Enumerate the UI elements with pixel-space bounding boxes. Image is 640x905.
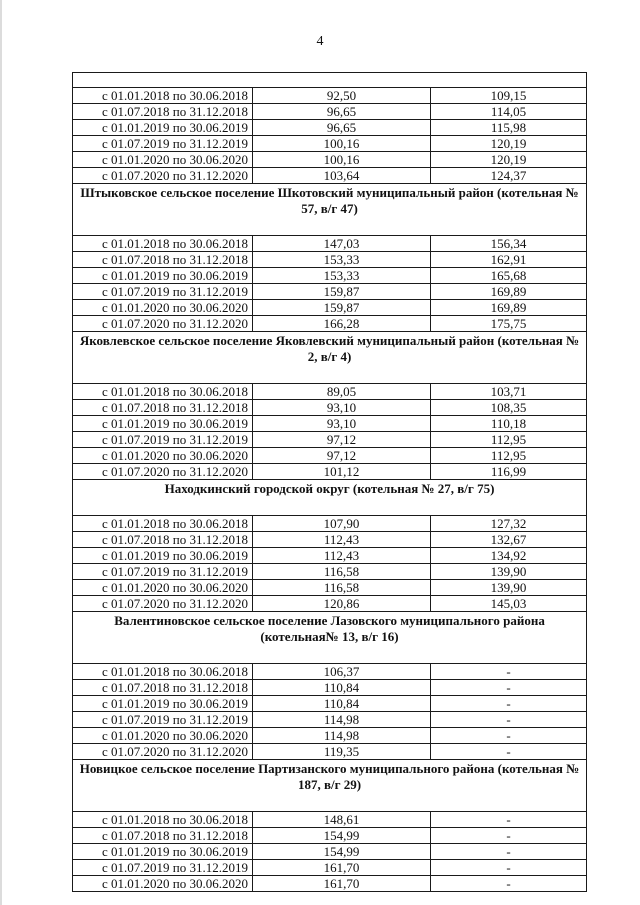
tariff-value-cell: 114,98	[253, 728, 431, 744]
tariff-vat-value-cell: 175,75	[431, 316, 587, 332]
table-row	[73, 448, 587, 464]
tariff-vat-value-cell: 165,68	[431, 268, 587, 284]
tariff-value-cell: 154,99	[253, 828, 431, 844]
tariff-vat-value-cell: -	[431, 712, 587, 728]
tariff-value-cell: 161,70	[253, 860, 431, 876]
period-cell: с 01.01.2020 по 30.06.2020	[73, 152, 253, 168]
tariff-vat-value-cell: 156,34	[431, 236, 587, 252]
tariff-vat-value-cell: 120,19	[431, 136, 587, 152]
period-cell: с 01.01.2019 по 30.06.2019	[73, 416, 253, 432]
table-row	[73, 236, 587, 252]
tariff-value-cell: 110,84	[253, 680, 431, 696]
table-row	[73, 168, 587, 184]
table-row	[73, 664, 587, 680]
section-title: Яковлевское сельское поселение Яковлевский муниципальный район (котельная № 2, в/г 4)	[73, 332, 587, 384]
section-title: Находкинский городской округ (котельная № 27, в/г 75)	[73, 480, 587, 516]
tariff-vat-value-cell: 116,99	[431, 464, 587, 480]
section-title-row	[73, 612, 587, 664]
tariff-value-cell: 154,99	[253, 844, 431, 860]
tariff-table-container	[72, 72, 586, 892]
period-cell: с 01.07.2018 по 31.12.2018	[73, 104, 253, 120]
period-cell: с 01.01.2018 по 30.06.2018	[73, 384, 253, 400]
tariff-vat-value-cell: -	[431, 744, 587, 760]
tariff-value-cell: 100,16	[253, 152, 431, 168]
period-cell: с 01.01.2020 по 30.06.2020	[73, 448, 253, 464]
tariff-vat-value-cell: 109,15	[431, 88, 587, 104]
tariff-value-cell: 112,43	[253, 532, 431, 548]
section-title-row	[73, 760, 587, 812]
period-cell: с 01.01.2019 по 30.06.2019	[73, 696, 253, 712]
tariff-value-cell: 153,33	[253, 252, 431, 268]
tariff-value-cell: 148,61	[253, 812, 431, 828]
table-row	[73, 104, 587, 120]
tariff-vat-value-cell: 112,95	[431, 432, 587, 448]
table-row	[73, 876, 587, 892]
period-cell: с 01.07.2020 по 31.12.2020	[73, 316, 253, 332]
period-cell: с 01.01.2020 по 30.06.2020	[73, 876, 253, 892]
table-row	[73, 564, 587, 580]
table-top-cell	[73, 73, 587, 88]
tariff-vat-value-cell: -	[431, 828, 587, 844]
tariff-value-cell: 96,65	[253, 104, 431, 120]
period-cell: с 01.01.2018 по 30.06.2018	[73, 88, 253, 104]
tariff-vat-value-cell: -	[431, 680, 587, 696]
tariff-value-cell: 153,33	[253, 268, 431, 284]
period-cell: с 01.07.2018 по 31.12.2018	[73, 532, 253, 548]
table-row	[73, 680, 587, 696]
period-cell: с 01.01.2019 по 30.06.2019	[73, 548, 253, 564]
period-cell: с 01.01.2020 по 30.06.2020	[73, 728, 253, 744]
tariff-value-cell: 92,50	[253, 88, 431, 104]
tariff-value-cell: 120,86	[253, 596, 431, 612]
table-row	[73, 136, 587, 152]
table-row	[73, 316, 587, 332]
tariff-vat-value-cell: 110,18	[431, 416, 587, 432]
tariff-table-body	[73, 73, 587, 892]
period-cell: с 01.01.2020 по 30.06.2020	[73, 300, 253, 316]
table-row	[73, 152, 587, 168]
table-row	[73, 860, 587, 876]
tariff-vat-value-cell: 134,92	[431, 548, 587, 564]
tariff-value-cell: 100,16	[253, 136, 431, 152]
period-cell: с 01.07.2018 по 31.12.2018	[73, 828, 253, 844]
tariff-value-cell: 89,05	[253, 384, 431, 400]
tariff-vat-value-cell: 145,03	[431, 596, 587, 612]
period-cell: с 01.07.2018 по 31.12.2018	[73, 252, 253, 268]
scan-edge	[0, 0, 2, 905]
section-title-row	[73, 332, 587, 384]
tariff-value-cell: 97,12	[253, 432, 431, 448]
table-row	[73, 416, 587, 432]
tariff-value-cell: 93,10	[253, 400, 431, 416]
section-title: Штыковское сельское поселение Шкотовский муниципальный район (котельная № 57, в/г 47)	[73, 184, 587, 236]
tariff-vat-value-cell: 139,90	[431, 564, 587, 580]
tariff-value-cell: 159,87	[253, 300, 431, 316]
table-row	[73, 844, 587, 860]
tariff-vat-value-cell: -	[431, 728, 587, 744]
table-row	[73, 284, 587, 300]
tariff-vat-value-cell: 124,37	[431, 168, 587, 184]
table-row	[73, 300, 587, 316]
tariff-value-cell: 110,84	[253, 696, 431, 712]
table-row	[73, 400, 587, 416]
table-top-row	[73, 73, 587, 88]
table-row	[73, 596, 587, 612]
tariff-vat-value-cell: -	[431, 812, 587, 828]
section-title-row	[73, 184, 587, 236]
period-cell: с 01.07.2019 по 31.12.2019	[73, 860, 253, 876]
tariff-value-cell: 114,98	[253, 712, 431, 728]
tariff-vat-value-cell: 132,67	[431, 532, 587, 548]
tariff-value-cell: 119,35	[253, 744, 431, 760]
period-cell: с 01.07.2018 по 31.12.2018	[73, 680, 253, 696]
tariff-value-cell: 112,43	[253, 548, 431, 564]
table-row	[73, 728, 587, 744]
table-row	[73, 548, 587, 564]
tariff-vat-value-cell: 120,19	[431, 152, 587, 168]
period-cell: с 01.07.2020 по 31.12.2020	[73, 464, 253, 480]
table-row	[73, 580, 587, 596]
table-row	[73, 696, 587, 712]
tariff-vat-value-cell: 108,35	[431, 400, 587, 416]
period-cell: с 01.07.2018 по 31.12.2018	[73, 400, 253, 416]
tariff-vat-value-cell: -	[431, 696, 587, 712]
section-title-row	[73, 480, 587, 516]
tariff-value-cell: 106,37	[253, 664, 431, 680]
tariff-value-cell: 97,12	[253, 448, 431, 464]
tariff-value-cell: 116,58	[253, 580, 431, 596]
period-cell: с 01.01.2019 по 30.06.2019	[73, 120, 253, 136]
tariff-vat-value-cell: 169,89	[431, 300, 587, 316]
tariff-vat-value-cell: 139,90	[431, 580, 587, 596]
tariff-vat-value-cell: -	[431, 844, 587, 860]
period-cell: с 01.01.2019 по 30.06.2019	[73, 844, 253, 860]
tariff-value-cell: 166,28	[253, 316, 431, 332]
table-row	[73, 712, 587, 728]
tariff-value-cell: 159,87	[253, 284, 431, 300]
tariff-vat-value-cell: 169,89	[431, 284, 587, 300]
tariff-value-cell: 161,70	[253, 876, 431, 892]
tariff-value-cell: 116,58	[253, 564, 431, 580]
period-cell: с 01.01.2019 по 30.06.2019	[73, 268, 253, 284]
period-cell: с 01.07.2019 по 31.12.2019	[73, 432, 253, 448]
period-cell: с 01.07.2019 по 31.12.2019	[73, 564, 253, 580]
table-row	[73, 464, 587, 480]
tariff-table	[72, 72, 587, 892]
tariff-value-cell: 96,65	[253, 120, 431, 136]
table-row	[73, 744, 587, 760]
period-cell: с 01.01.2020 по 30.06.2020	[73, 580, 253, 596]
period-cell: с 01.07.2020 по 31.12.2020	[73, 168, 253, 184]
period-cell: с 01.01.2018 по 30.06.2018	[73, 516, 253, 532]
tariff-value-cell: 101,12	[253, 464, 431, 480]
tariff-vat-value-cell: 115,98	[431, 120, 587, 136]
tariff-vat-value-cell: 127,32	[431, 516, 587, 532]
tariff-vat-value-cell: -	[431, 860, 587, 876]
table-row	[73, 516, 587, 532]
section-title: Новицкое сельское поселение Партизанского муниципального района (котельная № 187, в/г 29)	[73, 760, 587, 812]
table-row	[73, 432, 587, 448]
period-cell: с 01.01.2018 по 30.06.2018	[73, 664, 253, 680]
period-cell: с 01.07.2019 по 31.12.2019	[73, 284, 253, 300]
tariff-vat-value-cell: -	[431, 664, 587, 680]
table-row	[73, 384, 587, 400]
table-row	[73, 532, 587, 548]
page-number: 4	[316, 34, 324, 49]
tariff-value-cell: 147,03	[253, 236, 431, 252]
table-row	[73, 268, 587, 284]
period-cell: с 01.01.2018 по 30.06.2018	[73, 236, 253, 252]
period-cell: с 01.07.2019 по 31.12.2019	[73, 712, 253, 728]
table-row	[73, 252, 587, 268]
table-row	[73, 812, 587, 828]
tariff-value-cell: 107,90	[253, 516, 431, 532]
tariff-vat-value-cell: 103,71	[431, 384, 587, 400]
tariff-vat-value-cell: -	[431, 876, 587, 892]
table-row	[73, 120, 587, 136]
table-row	[73, 828, 587, 844]
period-cell: с 01.01.2018 по 30.06.2018	[73, 812, 253, 828]
period-cell: с 01.07.2020 по 31.12.2020	[73, 596, 253, 612]
tariff-vat-value-cell: 114,05	[431, 104, 587, 120]
tariff-vat-value-cell: 112,95	[431, 448, 587, 464]
tariff-value-cell: 93,10	[253, 416, 431, 432]
section-title: Валентиновское сельское поселение Лазовского муниципального района (котельная№ 13, в/г 16)	[73, 612, 587, 664]
tariff-value-cell: 103,64	[253, 168, 431, 184]
tariff-vat-value-cell: 162,91	[431, 252, 587, 268]
period-cell: с 01.07.2019 по 31.12.2019	[73, 136, 253, 152]
period-cell: с 01.07.2020 по 31.12.2020	[73, 744, 253, 760]
table-row	[73, 88, 587, 104]
